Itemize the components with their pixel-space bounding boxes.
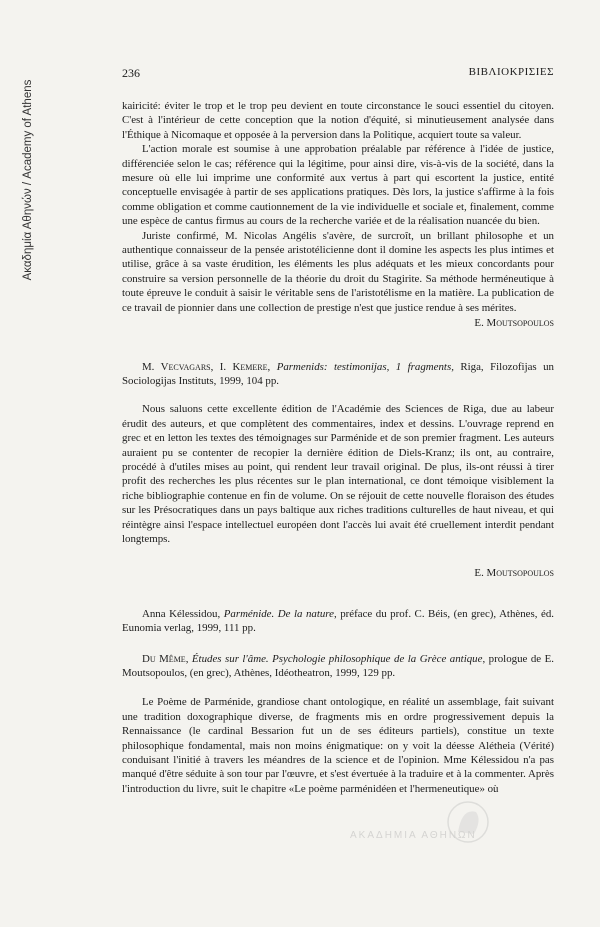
review3-paragraph-1: Le Poème de Parménide, grandiose chant ontologique, en réalité un assemblage, fait suivant une tradition doxographique diverse, de fragments mis en ordre progressivement depuis la Rennaissance (le cardinal Bessarion fut un de ses éditeurs partiels), constitue un texte philosophique fondamental, mais non moins énigmatique: on y voit la déesse Alétheia (Vérité) conduisant l'initié à travers les méandres de la science et de l'opinion. Mme Kélessidou n'a pas manqué d'être séduite à son tour par l'œuvre, et s'est évertuée à la traduire et à la commenter. Après l'introduction du livre, suit le chapitre «Le poème parménidéen et l'hermeneutique» où (122, 696, 554, 795)
academy-watermark (350, 800, 570, 850)
review2-publication: Riga, Filozofijas un Sociologijas Instituts, 1999, 104 pp. (122, 360, 555, 387)
review3-bibliography-2 (122, 652, 554, 681)
review3-publication-2: , prologue de E. Moutsopoulos, (en grec), Athènes, Idéotheatron, 1999, 129 pp. (122, 652, 554, 679)
review1-paragraph-3: Juriste confirmé, M. Nicolas Angélis s'avère, de surcroît, un brillant philosophe et un authentique connaisseur de la pensée aristotélicienne dont il domine les aspects les plus intimes et utilise, grâce à sa vaste érudition, les éléments les plus adéquats et les mieux concordants pour construire sa version personnelle de la théorie du droit du Stagirite. Sa méthode herméneutique à toute épreuve le conduit à saisir le véritable sens de l'aristotélisme en la matière. La publication de ce travail de pionnier dans une collection de prestige n'est que justice rendue à ses mérites. (122, 229, 554, 314)
page-number: 236 (122, 66, 140, 80)
review1-paragraph-1: kairicité: éviter le trop et le trop peu devient en toute circonstance le souci essentiel du citoyen. C'est à l'intérieur de cette conception que la notion d'équité, si minutieusement analysée dans l'Éthique à Nicomaque et opposée à la perversion dans la Politique, acquiert toute sa valeur. (122, 100, 554, 141)
review3-publication-1: , préface du prof. C. Béis, (en grec), Athènes, éd. Eunomia verlag, 1999, 111 pp. (122, 607, 554, 635)
review1-signature: E. Moutsopoulos (474, 317, 554, 330)
review3-book-title-1: Parménide. De la nature (223, 607, 334, 620)
review2-signature: E. Moutsopoulos (474, 567, 554, 580)
page-header (122, 66, 554, 82)
review1-paragraph-2: L'action morale est soumise à une approbation préalable par référence à l'idée de justice, différenciée selon le cas; référence qui la légitime, pour ainsi dire, vis-à-vis de la société, dans la mesure où elle lui imprime une conformité aux vertus à part qui escortent la justice, entité conceptuelle envisagée à partir de ses applications pratiques. Dès lors, la justice s'affirme à la fois comme obligation et comme cautionnement de la vie individuelle et sociale et, finalement, comme une espèce de cantus firmus au cours de la recherche variée et de la réalisation nuancée du bien. (122, 143, 554, 228)
review2-bibliography (122, 360, 554, 389)
review2-authors: M. Vecvagars, I. Kemere, (142, 360, 277, 373)
running-title: ΒΙΒΛΙΟΚΡΙΣΙΕΣ (468, 66, 554, 78)
review2-book-title: Parmenids: testimonijas, 1 fragments, (276, 360, 454, 373)
review3-author: Anna Kélessidou, (142, 607, 224, 620)
review3-book-title-2: Études sur l'âme. Psychologie philosophique de la Grèce antique (191, 652, 483, 665)
review2-paragraph-1: Nous saluons cette excellente édition de l'Académie des Sciences de Riga, due au labeur érudit des auteurs, et que complètent des commentaires, index et dessins. L'ouvrage reprend en grec et en letton les textes des témoignages sur Parménide et de son premier fragment. Les auteurs auraient pu se contenter de recopier la dernière édition de Diels-Kranz; ils ont, au contraire, procédé à d'utiles mises au point, qui rendent leur travail original. De plus, ils-ont réussi à tirer profit des recherches les plus récentes sur le plan international, ce dont témoique visiblement la riche bibliographie contenue en fin de volume. On se réjouit de cette nouvelle floraison des études sur les Présocratiques dans un pays baltique aux riches traditions culturelles de haut niveau, et qui réintègre ainsi l'espace intellectuel européen dont l'accès lui avait été cruellement interdit pendant longtemps. (122, 403, 554, 545)
review3-bibliography-1 (122, 607, 554, 636)
sidebar-watermark: Ακαδημία Αθηνών / Academy of Athens (22, 79, 34, 281)
academy-seal-icon (350, 800, 570, 850)
review3-du-meme: Du Même, (142, 652, 192, 665)
page-body (122, 99, 554, 796)
watermark-text: ΑΚΑΔΗΜΙΑ ΑΘΗΝΩΝ (350, 830, 477, 841)
